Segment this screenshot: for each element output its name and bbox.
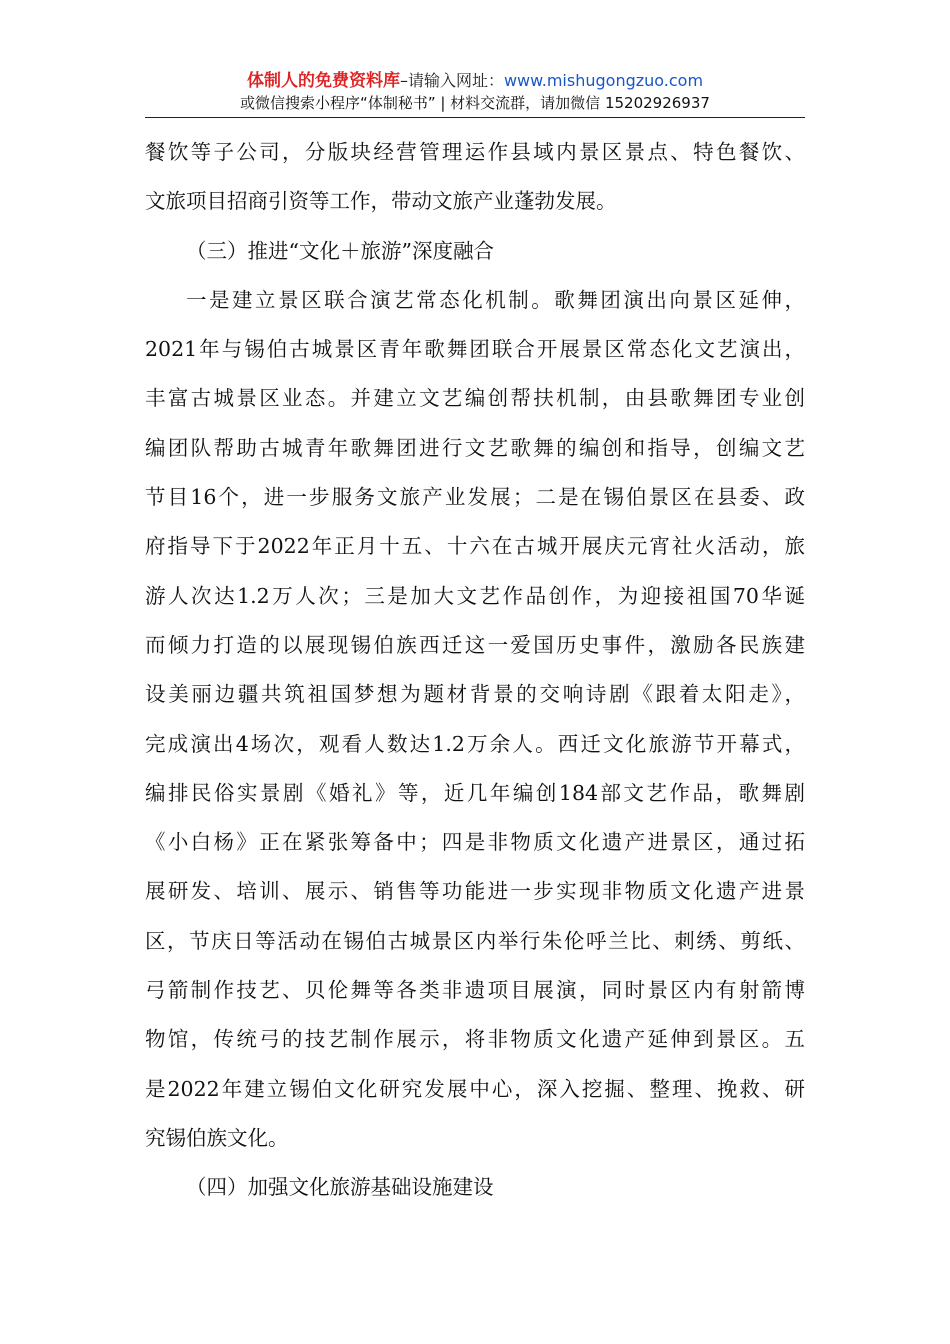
paragraph-line: 编排民俗实景剧《婚礼》等，近几年编创184部文艺作品，歌舞剧 xyxy=(145,780,805,805)
page-header xyxy=(145,70,805,114)
paragraph-line: 游人次达1.2万人次；三是加大文艺作品创作，为迎接祖国70华诞 xyxy=(145,583,805,608)
paragraph-line: 究锡伯族文化。 xyxy=(145,1125,289,1150)
paragraph-line: 完成演出4场次，观看人数达1.2万余人。西迁文化旅游节开幕式， xyxy=(145,731,805,756)
paragraph-line: 编团队帮助古城青年歌舞团进行文艺歌舞的编创和指导，创编文艺 xyxy=(145,435,805,460)
section-heading: （三）推进“文化＋旅游”深度融合 xyxy=(186,238,494,263)
paragraph-line: 是2022年建立锡伯文化研究发展中心，深入挖掘、整理、挽救、研 xyxy=(145,1076,805,1101)
paragraph-line: 《小白杨》正在紧张筹备中；四是非物质文化遗产进景区，通过拓 xyxy=(145,830,805,855)
paragraph-line: 物馆，传统弓的技艺制作展示，将非物质文化遗产延伸到景区。五 xyxy=(145,1027,805,1052)
paragraph-line: 节目16个，进一步服务文旅产业发展；二是在锡伯景区在县委、政 xyxy=(145,485,805,510)
paragraph-line: 丰富古城景区业态。并建立文艺编创帮扶机制，由县歌舞团专业创 xyxy=(145,386,805,411)
header-url-prefix: –请输入网址： xyxy=(399,71,504,90)
paragraph-line: 餐饮等子公司，分版块经营管理运作县域内景区景点、特色餐饮、 xyxy=(145,140,805,164)
paragraph-line: 而倾力打造的以展现锡伯族西迁这一爱国历史事件，激励各民族建 xyxy=(145,632,805,657)
header-divider xyxy=(145,117,805,118)
paragraph-line: 文旅项目招商引资等工作，带动文旅产业蓬勃发展。 xyxy=(145,189,617,214)
document-body xyxy=(145,128,805,1213)
section-heading: （四）加强文化旅游基础设施建设 xyxy=(186,1175,494,1200)
paragraph-line: 弓箭制作技艺、贝伦舞等各类非遗项目展演，同时景区内有射箭博 xyxy=(145,978,805,1003)
header-line-1 xyxy=(145,70,805,92)
paragraph-line: 府指导下于2022年正月十五、十六在古城开展庆元宵社火活动，旅 xyxy=(145,534,805,559)
header-url-link[interactable]: www.mishugongzuo.com xyxy=(503,71,704,90)
header-brand: 体制人的免费资料库 xyxy=(246,71,400,91)
paragraph-line: 2021年与锡伯古城景区青年歌舞团联合开展景区常态化文艺演出， xyxy=(145,337,805,362)
paragraph-line: 一是建立景区联合演艺常态化机制。歌舞团演出向景区延伸， xyxy=(186,287,805,312)
header-line-2: 或微信搜索小程序“体制秘书” | 材料交流群，请加微信 15202926937 xyxy=(240,94,710,112)
paragraph-line: 设美丽边疆共筑祖国梦想为题材背景的交响诗剧《跟着太阳走》， xyxy=(145,682,805,707)
paragraph-line: 展研发、培训、展示、销售等功能进一步实现非物质文化遗产进景 xyxy=(145,879,805,904)
paragraph-line: 区，节庆日等活动在锡伯古城景区内举行朱伦呼兰比、刺绣、剪纸、 xyxy=(145,928,805,953)
